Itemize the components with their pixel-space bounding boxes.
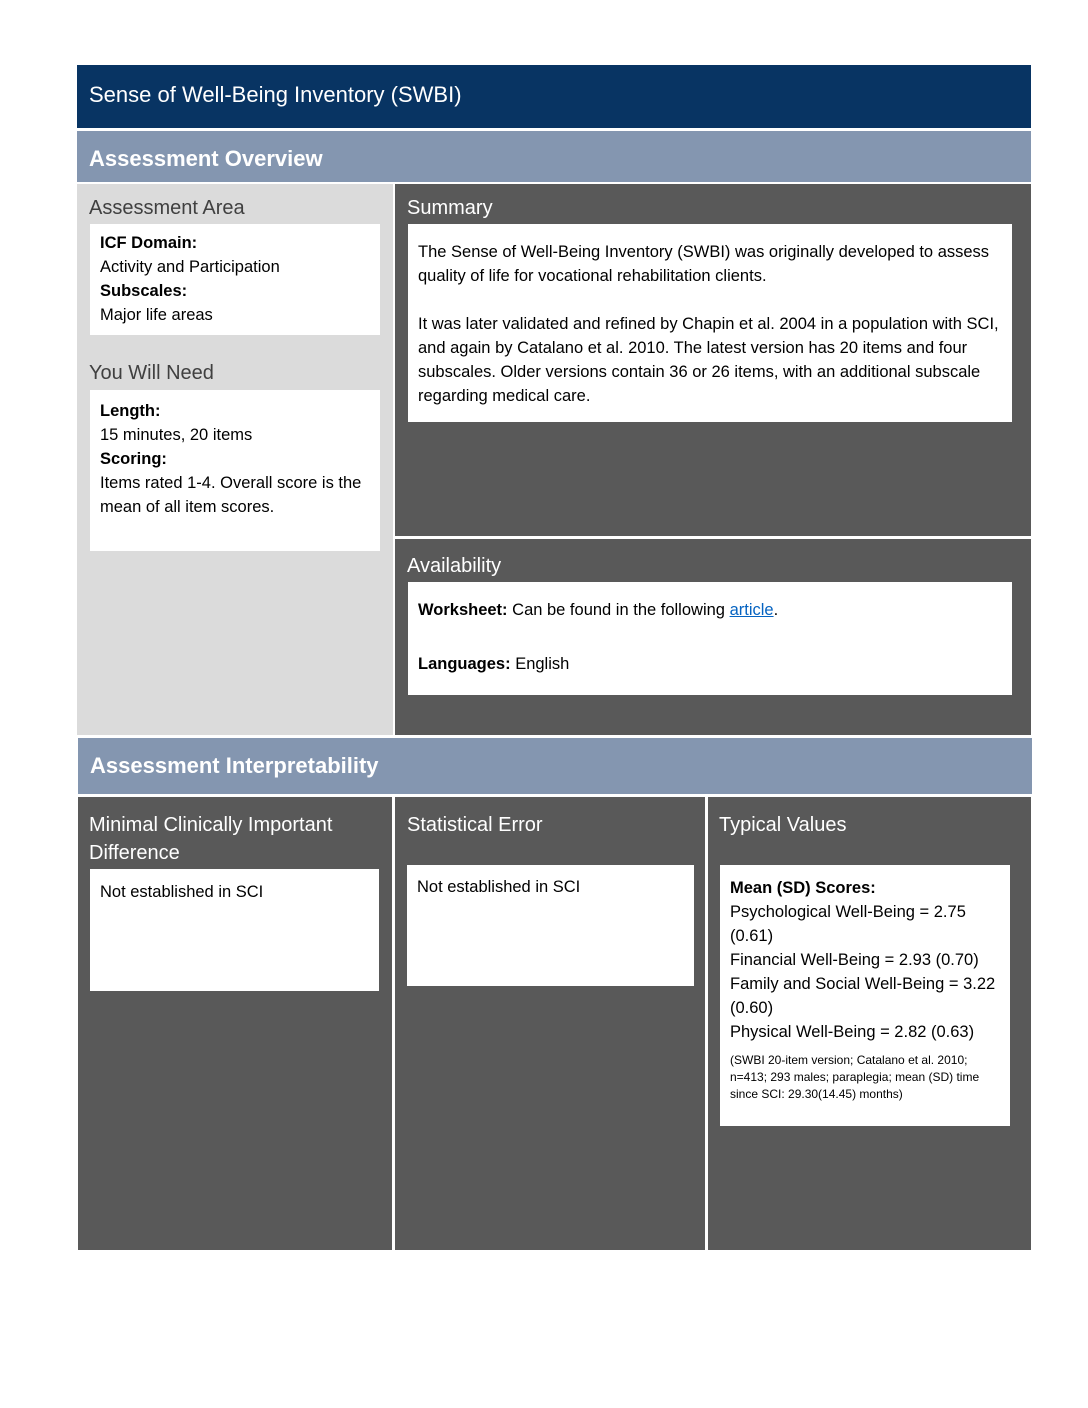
- typical-value-line: Psychological Well-Being = 2.75 (0.61): [730, 903, 966, 945]
- assessment-area-heading: Assessment Area: [89, 197, 245, 219]
- you-will-need-box: [90, 390, 380, 551]
- scoring-label: Scoring:: [100, 450, 167, 468]
- assessment-area-panel: [77, 184, 393, 735]
- typical-values-box: [720, 865, 1010, 1126]
- summary-box: [408, 224, 1012, 422]
- mcid-heading-line-2: Difference: [89, 842, 180, 864]
- article-link[interactable]: article: [729, 601, 774, 619]
- summary-paragraph-1: The Sense of Well-Being Inventory (SWBI) was originally developed to assess quality of life for vocational rehabilitation clients.: [418, 243, 990, 285]
- overview-section-bar: [77, 131, 1031, 182]
- typical-values-panel: [708, 797, 1031, 1250]
- statistical-error-box: [407, 865, 694, 986]
- scoring-value: Items rated 1-4. Overall score is the mean of all item scores.: [100, 474, 362, 516]
- summary-heading: Summary: [407, 197, 493, 219]
- summary-paragraph-2: It was later validated and refined by Chapin et al. 2004 in a population with SCI, and again by Catalano et al. 2010. The latest version has 20 items and four subscales. Older versions contain 36 or 26 items, with an additional subscale regarding medical care.: [418, 315, 999, 405]
- mean-sd-label: Mean (SD) Scores:: [730, 879, 876, 897]
- worksheet-label: Worksheet:: [418, 601, 508, 619]
- typical-value-line: Physical Well-Being = 2.82 (0.63): [730, 1023, 975, 1041]
- worksheet-end: .: [773, 601, 779, 619]
- languages-label: Languages:: [418, 655, 511, 673]
- length-label: Length:: [100, 402, 161, 420]
- availability-panel: [395, 539, 1031, 735]
- overview-section-title: Assessment Overview: [89, 146, 323, 171]
- subscales-value: Major life areas: [100, 306, 213, 324]
- typical-value-line: Family and Social Well-Being = 3.22 (0.60): [730, 975, 996, 1017]
- mcid-box: [90, 869, 379, 991]
- mcid-heading-line-1: Minimal Clinically Important: [89, 814, 333, 836]
- assessment-area-box: [90, 224, 380, 335]
- mcid-panel: [78, 797, 392, 1250]
- statistical-error-heading: Statistical Error: [407, 814, 543, 836]
- typical-values-note: (SWBI 20-item version; Catalano et al. 2010; n=413; 293 males; paraplegia; mean (SD) time since SCI: 29.30(14.45) months): [730, 1053, 980, 1101]
- languages-value: English: [510, 655, 570, 673]
- mcid-value: Not established in SCI: [100, 883, 264, 901]
- interpretability-section-title: Assessment Interpretability: [90, 753, 379, 778]
- interpretability-section-bar: [78, 738, 1032, 794]
- subscales-label: Subscales:: [100, 282, 188, 300]
- worksheet-text: Can be found in the following: [507, 601, 730, 619]
- typical-value-line: Financial Well-Being = 2.93 (0.70): [730, 951, 979, 969]
- icf-domain-label: ICF Domain:: [100, 234, 198, 252]
- page-title: Sense of Well-Being Inventory (SWBI): [89, 82, 462, 107]
- typical-values-heading: Typical Values: [719, 814, 847, 836]
- languages-line: [418, 652, 1002, 676]
- title-bar: [77, 65, 1031, 128]
- summary-panel: [395, 184, 1031, 536]
- icf-domain-value: Activity and Participation: [100, 258, 280, 276]
- statistical-error-panel: [395, 797, 705, 1250]
- length-value: 15 minutes, 20 items: [100, 426, 253, 444]
- statistical-error-value: Not established in SCI: [417, 878, 581, 896]
- availability-box: [408, 582, 1012, 695]
- worksheet-line: [418, 598, 1002, 622]
- availability-heading: Availability: [407, 555, 502, 577]
- you-will-need-heading: You Will Need: [89, 362, 214, 384]
